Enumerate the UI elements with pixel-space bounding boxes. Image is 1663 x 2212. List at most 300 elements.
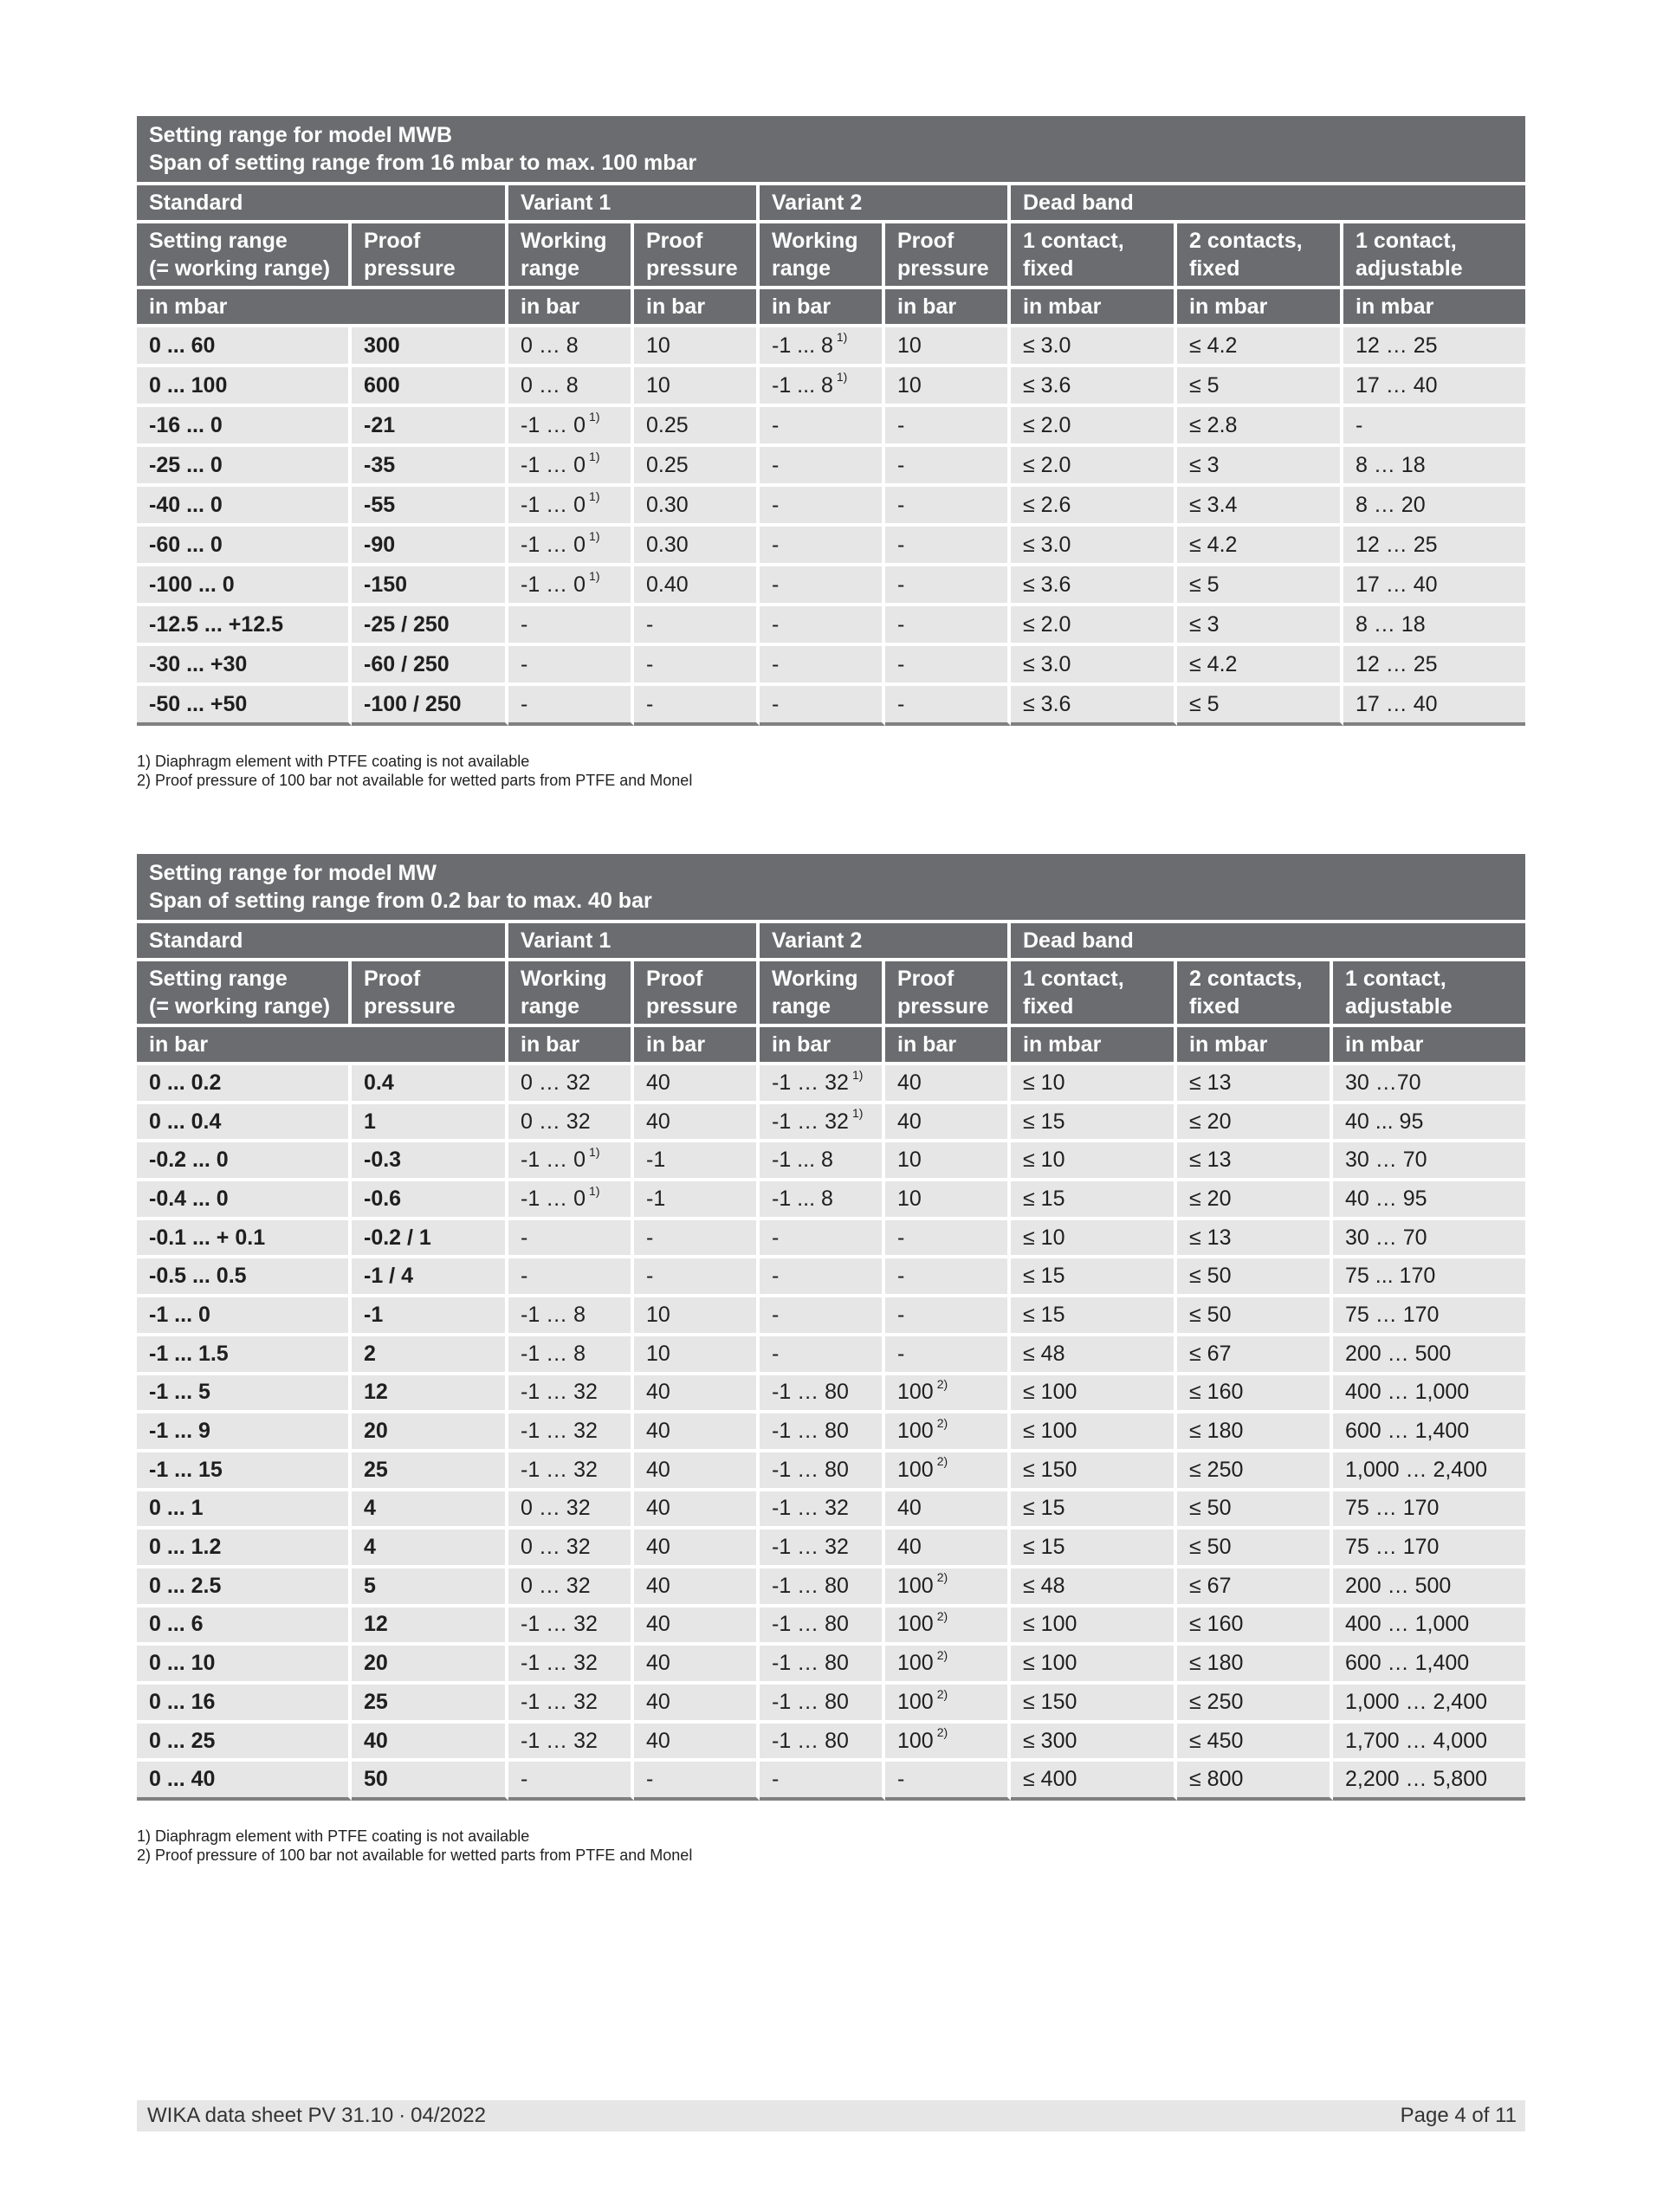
- unit-c4: [634, 1027, 760, 1065]
- column-header-row: [137, 961, 1525, 1027]
- cell-value: 8 … 18: [1356, 452, 1426, 477]
- cell-c1: [137, 1297, 352, 1336]
- cell-c1: [137, 1065, 352, 1104]
- cell-value: 25: [364, 1457, 388, 1482]
- cell-value: ≤ 180: [1189, 1651, 1244, 1676]
- cell-c8: [1177, 606, 1343, 646]
- table-row: [137, 367, 1525, 407]
- cell-value: 100: [897, 1651, 934, 1676]
- setting-range-table: [137, 116, 1525, 726]
- cell-c2: [352, 646, 508, 686]
- cell-c2: [352, 1258, 508, 1297]
- cell-value: -0.3: [364, 1148, 402, 1173]
- cell-value: ≤ 67: [1189, 1573, 1232, 1598]
- cell-value: -0.1 ... + 0.1: [149, 1225, 266, 1250]
- unit-c5: [760, 1027, 885, 1065]
- cell-value: -1 … 80: [772, 1457, 849, 1482]
- cell-c4: [634, 487, 760, 527]
- cell-c5: [760, 327, 885, 367]
- table-row: [137, 646, 1525, 686]
- cell-value: -12.5 ... +12.5: [149, 611, 283, 637]
- table-row: [137, 1530, 1525, 1568]
- table-row: [137, 1452, 1525, 1491]
- cell-c5: [760, 1104, 885, 1143]
- cell-value: -: [772, 412, 780, 437]
- cell-value: -1 … 32: [521, 1728, 598, 1753]
- cell-c4: [634, 1181, 760, 1220]
- cell-c7: [1011, 1568, 1177, 1607]
- cell-value: -1 … 32: [772, 1496, 849, 1521]
- cell-value: -: [521, 1264, 528, 1289]
- group-header-deadband-text: Dead band: [1023, 191, 1134, 215]
- cell-value: ≤ 48: [1023, 1341, 1065, 1366]
- unit-c4-text: in bar: [646, 294, 706, 319]
- unit-c3: [508, 1027, 634, 1065]
- cell-c8: [1177, 367, 1343, 407]
- cell-c8: [1177, 1336, 1333, 1375]
- cell-value: 10: [897, 372, 922, 398]
- cell-value: ≤ 100: [1023, 1380, 1077, 1405]
- cell-value: 100: [897, 1573, 934, 1598]
- cell-c9: [1343, 606, 1525, 646]
- footnote-ref: 1): [589, 1144, 600, 1159]
- cell-c8: [1177, 1452, 1333, 1491]
- cell-value: ≤ 50: [1189, 1535, 1232, 1560]
- footnote-ref: 2): [936, 1570, 948, 1585]
- cell-value: 600 … 1,400: [1345, 1419, 1470, 1444]
- cell-c9: [1333, 1142, 1525, 1181]
- cell-value: 40: [646, 1728, 670, 1753]
- cell-value: 20: [364, 1651, 388, 1676]
- cell-value: -: [646, 1225, 654, 1250]
- cell-c8: [1177, 1762, 1333, 1801]
- cell-value: -55: [364, 492, 396, 517]
- cell-value: 2,200 … 5,800: [1345, 1767, 1488, 1792]
- cell-value: -: [897, 1302, 905, 1327]
- cell-c7: [1011, 407, 1177, 447]
- unit-c6-text: in bar: [897, 294, 957, 319]
- cell-c5: [760, 1607, 885, 1646]
- cell-c7: [1011, 1452, 1177, 1491]
- cell-c6: [885, 1646, 1011, 1685]
- cell-value: 100: [897, 1457, 934, 1482]
- cell-c7: [1011, 1142, 1177, 1181]
- cell-value: 12 … 25: [1356, 651, 1438, 676]
- cell-value: 10: [646, 333, 670, 358]
- cell-value: ≤ 100: [1023, 1651, 1077, 1676]
- cell-value: ≤ 10: [1023, 1148, 1065, 1173]
- cell-value: 0 … 32: [521, 1496, 591, 1521]
- cell-c6: [885, 1762, 1011, 1801]
- cell-c4: [634, 1065, 760, 1104]
- unit-c5: [760, 289, 885, 327]
- cell-value: ≤ 10: [1023, 1225, 1065, 1250]
- cell-c6: [885, 1065, 1011, 1104]
- cell-value: ≤ 10: [1023, 1070, 1065, 1095]
- cell-value: -: [646, 611, 654, 637]
- cell-c7: [1011, 1685, 1177, 1724]
- table-row: [137, 606, 1525, 646]
- cell-value: 4: [364, 1496, 376, 1521]
- unit-c6-text: in bar: [897, 1032, 957, 1057]
- cell-value: -1: [364, 1302, 384, 1327]
- cell-value: ≤ 3.0: [1023, 532, 1071, 557]
- cell-value: -25 ... 0: [149, 452, 223, 477]
- cell-c5: [760, 1491, 885, 1530]
- setting-range-table-mw-block: [137, 854, 1525, 1865]
- cell-c8: [1177, 1607, 1333, 1646]
- cell-c5: [760, 1568, 885, 1607]
- cell-c2: [352, 367, 508, 407]
- column-header-c6: Proof pressure: [885, 223, 1011, 289]
- footnote-ref: 2): [936, 1609, 948, 1624]
- cell-c1: [137, 447, 352, 487]
- cell-value: 0 … 8: [521, 333, 579, 358]
- group-header-variant2: [760, 185, 1011, 223]
- cell-c9: [1343, 686, 1525, 726]
- cell-c4: [634, 566, 760, 606]
- cell-value: 40: [646, 1109, 670, 1134]
- column-header-c6: Proof pressure: [885, 961, 1011, 1027]
- cell-value: -: [772, 492, 780, 517]
- table-title-cell: [137, 854, 1525, 923]
- cell-c3: [508, 1104, 634, 1143]
- column-header-c7: 1 contact, fixed: [1011, 961, 1177, 1027]
- cell-value: -1 ... 9: [149, 1419, 210, 1444]
- cell-c3: [508, 407, 634, 447]
- table-row: [137, 1142, 1525, 1181]
- cell-c2: [352, 1413, 508, 1452]
- cell-value: 0 ... 100: [149, 372, 228, 398]
- cell-value: ≤ 15: [1023, 1186, 1065, 1211]
- cell-value: 1,000 … 2,400: [1345, 1457, 1488, 1482]
- cell-value: -: [772, 1767, 780, 1792]
- cell-value: 30 … 70: [1345, 1148, 1427, 1173]
- cell-c2: [352, 327, 508, 367]
- cell-c1: [137, 1568, 352, 1607]
- cell-value: -25 / 250: [364, 611, 450, 637]
- cell-c6: [885, 1142, 1011, 1181]
- cell-value: 4: [364, 1535, 376, 1560]
- cell-value: 0 ... 60: [149, 333, 216, 358]
- column-header-c4: Proof pressure: [634, 223, 760, 289]
- cell-c6: [885, 1491, 1011, 1530]
- unit-c9: [1343, 289, 1525, 327]
- cell-value: 12: [364, 1380, 388, 1405]
- group-header-deadband: [1011, 185, 1525, 223]
- column-header-c3: Working range: [508, 961, 634, 1027]
- cell-value: 100: [897, 1728, 934, 1753]
- cell-c8: [1177, 527, 1343, 566]
- cell-value: 20: [364, 1419, 388, 1444]
- cell-value: 0 … 8: [521, 372, 579, 398]
- cell-c7: [1011, 606, 1177, 646]
- cell-c4: [634, 327, 760, 367]
- unit-c9-text: in mbar: [1345, 1032, 1424, 1057]
- cell-value: -1 … 0: [521, 492, 586, 517]
- table-row: [137, 1220, 1525, 1259]
- cell-value: -: [521, 691, 528, 716]
- footnote-ref: 1): [589, 1183, 600, 1198]
- cell-c8: [1177, 1258, 1333, 1297]
- cell-c5: [760, 1142, 885, 1181]
- cell-c2: [352, 527, 508, 566]
- table-row: [137, 527, 1525, 566]
- cell-c6: [885, 566, 1011, 606]
- cell-value: -30 ... +30: [149, 651, 248, 676]
- cell-c5: [760, 1646, 885, 1685]
- cell-c7: [1011, 487, 1177, 527]
- cell-value: ≤ 15: [1023, 1535, 1065, 1560]
- cell-c5: [760, 1724, 885, 1762]
- cell-c6: [885, 367, 1011, 407]
- group-header-standard-text: Standard: [149, 191, 243, 215]
- cell-c7: [1011, 1607, 1177, 1646]
- cell-c3: [508, 487, 634, 527]
- cell-c6: [885, 1336, 1011, 1375]
- cell-c8: [1177, 1724, 1333, 1762]
- cell-value: -: [521, 1767, 528, 1792]
- cell-c1: [137, 1491, 352, 1530]
- footnote: 1) Diaphragm element with PTFE coating is not available: [137, 753, 530, 770]
- cell-c9: [1333, 1530, 1525, 1568]
- cell-value: ≤ 3.6: [1023, 691, 1071, 716]
- cell-c9: [1333, 1181, 1525, 1220]
- cell-c3: [508, 1142, 634, 1181]
- cell-c1: [137, 686, 352, 726]
- column-header-row: [137, 223, 1525, 289]
- group-header-row: [137, 923, 1525, 961]
- table-row: [137, 1491, 1525, 1530]
- cell-c7: [1011, 447, 1177, 487]
- cell-c7: [1011, 1104, 1177, 1143]
- cell-c7: [1011, 327, 1177, 367]
- cell-c4: [634, 1452, 760, 1491]
- table-row: [137, 1297, 1525, 1336]
- cell-value: 0.30: [646, 532, 689, 557]
- group-header-variant1: [508, 185, 760, 223]
- cell-value: 100: [897, 1380, 934, 1405]
- cell-value: -1 … 0: [521, 1148, 586, 1173]
- unit-c5-text: in bar: [772, 1032, 832, 1057]
- cell-value: -1 … 32: [521, 1380, 598, 1405]
- cell-value: ≤ 150: [1023, 1457, 1077, 1482]
- cell-value: 400 … 1,000: [1345, 1380, 1470, 1405]
- cell-value: 8 … 18: [1356, 611, 1426, 637]
- table-row: [137, 686, 1525, 726]
- cell-c2: [352, 1491, 508, 1530]
- table-row: [137, 1065, 1525, 1104]
- cell-value: ≤ 2.8: [1189, 412, 1238, 437]
- cell-c2: [352, 686, 508, 726]
- footnote-ref: 1): [851, 1106, 864, 1121]
- cell-value: -: [772, 1225, 780, 1250]
- cell-c7: [1011, 527, 1177, 566]
- cell-c3: [508, 1336, 634, 1375]
- cell-c4: [634, 606, 760, 646]
- cell-c1: [137, 1452, 352, 1491]
- cell-value: 100: [897, 1419, 934, 1444]
- cell-value: 40: [646, 1496, 670, 1521]
- cell-value: 1,700 … 4,000: [1345, 1728, 1488, 1753]
- cell-c2: [352, 447, 508, 487]
- cell-c2: [352, 1220, 508, 1259]
- cell-c3: [508, 327, 634, 367]
- cell-c8: [1177, 327, 1343, 367]
- cell-value: 10: [646, 1341, 670, 1366]
- cell-c5: [760, 527, 885, 566]
- cell-c2: [352, 1530, 508, 1568]
- cell-value: 75 … 170: [1345, 1535, 1440, 1560]
- units-row: [137, 289, 1525, 327]
- cell-value: 0 ... 1: [149, 1496, 204, 1521]
- cell-value: -: [897, 1767, 905, 1792]
- column-header-c8: 2 contacts, fixed: [1177, 961, 1333, 1027]
- cell-c7: [1011, 1297, 1177, 1336]
- group-header-deadband: [1011, 923, 1525, 961]
- cell-value: 300: [364, 333, 400, 358]
- cell-c2: [352, 1142, 508, 1181]
- cell-c3: [508, 1762, 634, 1801]
- footer-page-number: Page 4 of 11: [1400, 2104, 1517, 2127]
- footnote-ref: 1): [836, 330, 848, 345]
- cell-c6: [885, 1530, 1011, 1568]
- cell-value: -: [772, 532, 780, 557]
- cell-c1: [137, 527, 352, 566]
- cell-value: 0.30: [646, 492, 689, 517]
- cell-value: -60 / 250: [364, 651, 450, 676]
- column-header-c3: Working range: [508, 223, 634, 289]
- cell-value: ≤ 2.0: [1023, 611, 1071, 637]
- cell-value: ≤ 2.0: [1023, 452, 1071, 477]
- cell-value: 0 … 32: [521, 1573, 591, 1598]
- cell-value: 0 ... 2.5: [149, 1573, 222, 1598]
- cell-c3: [508, 1685, 634, 1724]
- cell-value: -1 … 32: [521, 1651, 598, 1676]
- cell-c2: [352, 1568, 508, 1607]
- cell-value: 0 ... 10: [149, 1651, 216, 1676]
- cell-value: -1 … 32: [521, 1612, 598, 1637]
- cell-value: ≤ 2.0: [1023, 412, 1071, 437]
- cell-c8: [1177, 1181, 1333, 1220]
- footnote-ref: 1): [851, 1067, 864, 1082]
- cell-c2: [352, 1452, 508, 1491]
- cell-value: -90: [364, 532, 396, 557]
- cell-c5: [760, 1375, 885, 1414]
- cell-value: -: [772, 452, 780, 477]
- cell-c5: [760, 1258, 885, 1297]
- cell-value: ≤ 100: [1023, 1419, 1077, 1444]
- footnote-ref: 2): [936, 1647, 948, 1662]
- unit-c3: [508, 289, 634, 327]
- cell-c5: [760, 686, 885, 726]
- cell-c8: [1177, 1685, 1333, 1724]
- cell-value: -1 … 0: [521, 1186, 586, 1211]
- cell-value: ≤ 15: [1023, 1496, 1065, 1521]
- cell-c7: [1011, 1258, 1177, 1297]
- cell-value: 0.25: [646, 452, 689, 477]
- footnote-ref: 2): [936, 1725, 948, 1740]
- cell-c6: [885, 1375, 1011, 1414]
- cell-value: -: [897, 492, 905, 517]
- cell-value: -1 ... 8: [772, 372, 833, 398]
- group-header-standard-text: Standard: [149, 928, 243, 953]
- cell-value: 40: [364, 1728, 388, 1753]
- cell-c6: [885, 1685, 1011, 1724]
- cell-c8: [1177, 447, 1343, 487]
- cell-c9: [1333, 1258, 1525, 1297]
- cell-value: 40: [646, 1380, 670, 1405]
- cell-c9: [1343, 407, 1525, 447]
- cell-value: 0 ... 1.2: [149, 1535, 222, 1560]
- cell-c9: [1343, 646, 1525, 686]
- cell-c6: [885, 1220, 1011, 1259]
- cell-c9: [1333, 1607, 1525, 1646]
- unit-c9-text: in mbar: [1356, 294, 1434, 319]
- cell-c1: [137, 367, 352, 407]
- cell-value: ≤ 67: [1189, 1341, 1232, 1366]
- cell-value: 0 ... 0.4: [149, 1109, 222, 1134]
- cell-c6: [885, 1413, 1011, 1452]
- group-header-standard: [137, 185, 508, 223]
- cell-value: 200 … 500: [1345, 1573, 1452, 1598]
- cell-c9: [1333, 1104, 1525, 1143]
- cell-c3: [508, 1530, 634, 1568]
- cell-value: 17 … 40: [1356, 691, 1438, 716]
- cell-value: -1 ... 1.5: [149, 1341, 229, 1366]
- cell-value: ≤ 50: [1189, 1264, 1232, 1289]
- table-row: [137, 447, 1525, 487]
- cell-c6: [885, 407, 1011, 447]
- cell-value: 40: [646, 1689, 670, 1714]
- cell-c9: [1343, 527, 1525, 566]
- cell-c7: [1011, 686, 1177, 726]
- unit-c8-text: in mbar: [1189, 294, 1268, 319]
- cell-c4: [634, 1491, 760, 1530]
- cell-value: -1 … 8: [521, 1302, 586, 1327]
- cell-c3: [508, 1413, 634, 1452]
- cell-c9: [1333, 1375, 1525, 1414]
- unit-c1-text: in mbar: [149, 294, 228, 319]
- cell-value: -0.2 ... 0: [149, 1148, 229, 1173]
- cell-c6: [885, 447, 1011, 487]
- cell-value: ≤ 3.0: [1023, 651, 1071, 676]
- table-title: Setting range for model MWB: [149, 123, 452, 147]
- cell-value: ≤ 48: [1023, 1573, 1065, 1598]
- cell-c1: [137, 1336, 352, 1375]
- cell-c5: [760, 487, 885, 527]
- cell-c3: [508, 1258, 634, 1297]
- cell-c9: [1333, 1336, 1525, 1375]
- cell-c4: [634, 686, 760, 726]
- cell-c9: [1333, 1220, 1525, 1259]
- cell-c1: [137, 606, 352, 646]
- cell-c6: [885, 1181, 1011, 1220]
- cell-value: -: [1356, 412, 1363, 437]
- cell-c3: [508, 367, 634, 407]
- cell-c7: [1011, 1336, 1177, 1375]
- cell-value: 0 ... 40: [149, 1767, 216, 1792]
- cell-value: 0 ... 0.2: [149, 1070, 222, 1095]
- cell-c4: [634, 367, 760, 407]
- cell-c2: [352, 1375, 508, 1414]
- cell-c5: [760, 1065, 885, 1104]
- cell-value: -: [897, 611, 905, 637]
- cell-c2: [352, 1607, 508, 1646]
- table-subtitle: Span of setting range from 0.2 bar to max. 40 bar: [149, 889, 652, 913]
- cell-value: -0.6: [364, 1186, 402, 1211]
- cell-c4: [634, 1142, 760, 1181]
